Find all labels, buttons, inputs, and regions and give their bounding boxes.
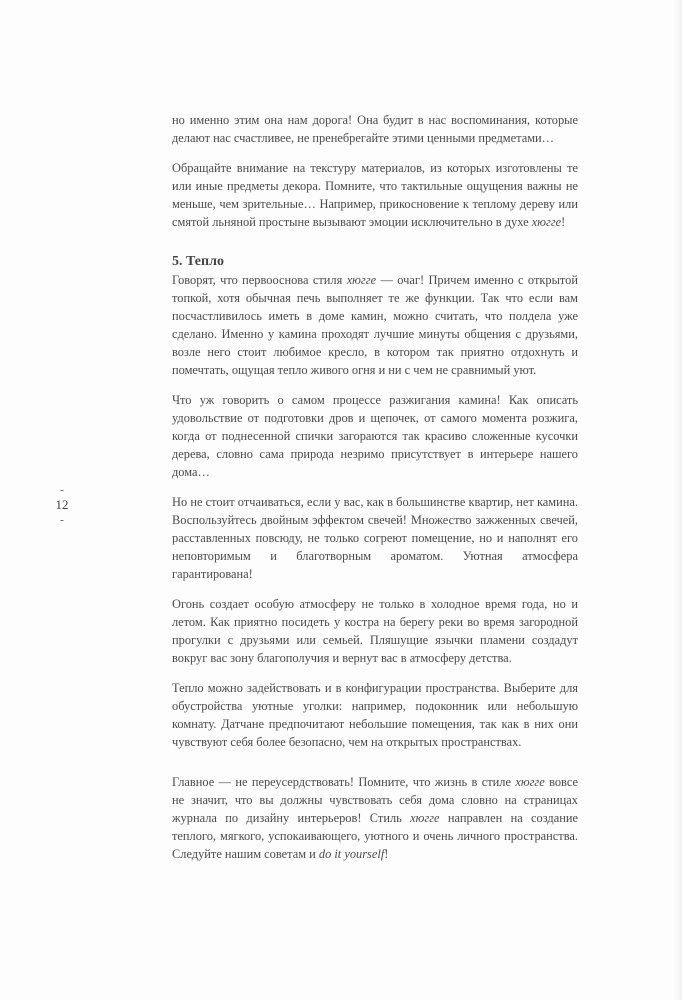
paragraph-1: но именно этим она нам дорога! Она будит в нас воспоминания, которые делают нас счастливее, не пренебрегайте этими ценными предметами… [172, 113, 578, 145]
page-number-dash-bottom: - [60, 514, 64, 526]
page-number-dash-top: - [60, 484, 64, 496]
page-edge-shadow [672, 0, 682, 1000]
section-heading: 5. Тепло [172, 254, 224, 269]
paragraph-6: Огонь создает особую атмосферу не только в холодное время года, но и летом. Как приятно посидеть у костра на берегу реки во время загородной прогулки с друзьями или семьей. Пляшущие язычки пламени создадут вокруг вас зону благополучия и вернут вас в атмосферу детства. [172, 597, 578, 665]
page-number: 12 [55, 497, 69, 512]
body-text [172, 111, 578, 875]
paragraph-3: Говорят, что первооснова стиля хюгге — очаг! Причем именно с открытой топкой, хотя обычная печь выполняет те же функции. Так что если вам посчастливилось иметь в доме камин, можно считать, что полдела уже сделано. Именно у камина проходят лучшие минуты общения с друзьями, возле него стоит любимое кресло, в котором так приятно отдохнуть и помечтать, ощущая тепло живого огня и ни с чем не сравнимый уют. [172, 273, 578, 377]
italic-term: хюгге [531, 215, 562, 229]
paragraph-4: Что уж говорить о самом процессе разжигания камина! Как описать удовольствие от подготовки дров и щепочек, от самого момента розжига, когда от поднесенной спички загораются так красиво сложенные кусочки дерева, словно сама природа незримо присутствует в интерьере нашего дома… [172, 393, 578, 479]
page-number-block [48, 484, 76, 526]
paragraph-8: Главное — не переусердствовать! Помните, что жизнь в стиле хюгге вовсе не значит, что вы должны чувствовать себя дома словно на страницах журнала по дизайну интерьеров! Стиль хюгге направлен на создание теплого, мягкого, успокаивающего, уютного и очень личного пространства. Следуйте нашим советам и do it yourself! [172, 775, 578, 861]
italic-term: do it yourself [318, 847, 385, 861]
italic-term: хюгге [515, 775, 545, 789]
italic-term: хюгге [346, 273, 377, 287]
paragraph-7: Тепло можно задействовать и в конфигурации пространства. Выберите для обустройства уютные уголки: например, подоконник или небольшую комнату. Датчане предпочитают небольшие помещения, так как в них они чувствуют себя более безопасно, чем на открытых пространствах. [172, 681, 578, 749]
paragraph-5: Но не стоит отчаиваться, если у вас, как в большинстве квартир, нет камина. Воспользуйтесь двойным эффектом свечей! Множество зажженных свечей, расставленных повсюду, не только согреют помещение, но и наполнят его неповторимым и благотворным ароматом. Уютная атмосфера гарантирована! [172, 495, 578, 581]
paragraph-2: Обращайте внимание на текстуру материалов, из которых изготовлены те или иные предметы декора. Помните, что тактильные ощущения важны не меньше, чем зрительные… Например, прикосновение к теплому дереву или смятой льняной простыне вызывают эмоции исключительно в духе хюгге! [172, 161, 578, 229]
italic-term: хюгге [410, 811, 440, 825]
